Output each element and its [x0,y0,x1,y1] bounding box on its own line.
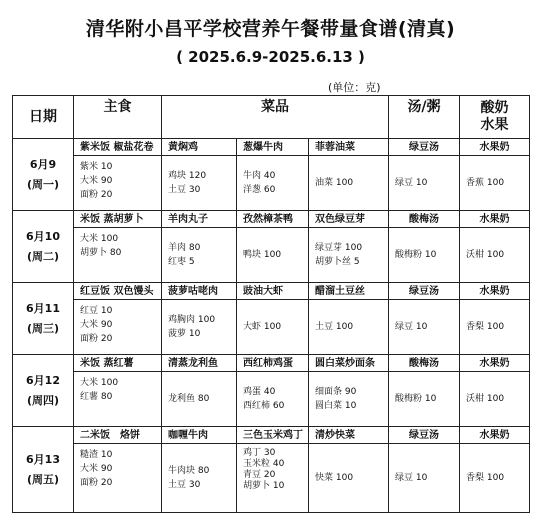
ingredient-item: 快菜 100 [315,473,354,483]
ingredient-item: 香蕉 100 [466,178,505,188]
ingredient-list [237,300,309,355]
unit-note: (单位：克) [328,81,381,94]
day-weekday: (周四) [26,393,60,407]
ingredient-list [74,228,162,283]
dish-name: 水果奶 [460,427,529,444]
dish-name: 醋溜土豆丝 [309,283,389,300]
ingredient-item: 胡萝卜丝 5 [315,257,360,267]
dish-name: 双色绿豆芽 [309,211,389,228]
ingredient-item: 牛肉块 80 [168,466,210,476]
ingredient-list [237,228,309,283]
ingredient-item: 大米 90 [80,464,113,474]
day-date: 6月12 [26,373,60,387]
ingredient-item: 羊肉 80 [168,243,201,253]
ingredient-item: 绿豆 10 [395,178,428,188]
ingredient-list [309,444,389,512]
ingredient-item: 圆白菜 10 [315,401,357,411]
day-weekday: (周一) [26,177,60,191]
dish-name: 水果奶 [460,139,529,156]
dish-name: 酸梅汤 [389,355,460,372]
day-weekday: (周三) [26,321,60,335]
ingredient-item: 大米 90 [80,176,113,186]
ingredient-item: 菠萝 10 [168,329,201,339]
ingredient-item: 鸡块 120 [168,171,207,181]
header-date: 日期 [13,96,74,139]
ingredient-item: 面粉 20 [80,478,113,488]
dish-name: 豉油大虾 [237,283,309,300]
day-date: 6月10 [26,229,60,243]
ingredient-item: 绿豆芽 100 [315,243,363,253]
ingredient-list [74,444,162,512]
dish-name: 葱爆牛肉 [237,139,309,156]
ingredient-list [389,300,460,355]
ingredient-list [460,444,529,512]
ingredient-item: 牛肉 40 [243,171,276,181]
ingredient-item: 胡萝卜 10 [243,481,285,491]
ingredient-list [460,300,529,355]
ingredient-list [309,228,389,283]
menu-table [12,95,530,513]
date-range: ( 2025.6.9-2025.6.13 ) [176,48,365,66]
ingredient-list [389,444,460,512]
ingredient-list [389,372,460,427]
ingredient-item: 西红柿 60 [243,401,285,411]
dish-name: 水果奶 [460,283,529,300]
ingredient-list [237,372,309,427]
ingredient-list [74,156,162,211]
ingredient-list [162,300,237,355]
ingredient-item: 糙渣 10 [80,450,113,460]
ingredient-item: 大虾 100 [243,322,282,332]
ingredient-item: 土豆 100 [315,322,354,332]
ingredient-item: 洋葱 60 [243,185,276,195]
ingredient-list [389,156,460,211]
day-cell [13,211,74,283]
dish-name: 红豆饭 双色馒头 [74,283,162,300]
ingredient-list [162,156,237,211]
ingredient-list [237,156,309,211]
header-dishes: 菜品 [162,96,389,139]
header-yogurt-fruit [460,96,529,139]
ingredient-list [460,156,529,211]
day-date: 6月11 [26,301,60,315]
ingredient-item: 油菜 100 [315,178,354,188]
ingredient-item: 细面条 90 [315,387,357,397]
dish-name: 咖喱牛肉 [162,427,237,444]
dish-name: 圆白菜炒面条 [309,355,389,372]
day-cell [13,355,74,427]
ingredient-item: 鸡胸肉 100 [168,315,216,325]
ingredient-item: 大米 100 [80,234,119,244]
ingredient-list [460,228,529,283]
ingredient-item: 玉米粒 40 [243,459,285,469]
ingredient-item: 胡萝卜 80 [80,248,122,258]
ingredient-item: 青豆 20 [243,470,276,480]
ingredient-item: 红薯 80 [80,392,113,402]
header-yogurt: 酸奶 [480,100,509,116]
day-weekday: (周二) [26,249,60,263]
ingredient-item: 面粉 20 [80,334,113,344]
ingredient-item: 沃柑 100 [466,394,505,404]
ingredient-item: 面粉 20 [80,190,113,200]
dish-name: 孜然樟茶鸭 [237,211,309,228]
ingredient-item: 鸡蛋 40 [243,387,276,397]
dish-name: 绿豆汤 [389,139,460,156]
day-cell [13,139,74,211]
ingredient-list [74,300,162,355]
dish-name: 菲蓉油菜 [309,139,389,156]
ingredient-list [162,228,237,283]
dish-name: 三色玉米鸡丁 [237,427,309,444]
dish-name: 水果奶 [460,211,529,228]
day-weekday: (周五) [26,472,60,486]
header-soup: 汤/粥 [389,96,460,139]
ingredient-list [460,372,529,427]
dish-name: 羊肉丸子 [162,211,237,228]
ingredient-list [162,444,237,512]
ingredient-item: 绿豆 10 [395,322,428,332]
dish-name: 清蒸龙利鱼 [162,355,237,372]
ingredient-item: 绿豆 10 [395,473,428,483]
dish-name: 米饭 蒸胡萝卜 [74,211,162,228]
ingredient-list [309,372,389,427]
ingredient-item: 龙利鱼 80 [168,394,210,404]
ingredient-item: 香梨 100 [466,473,505,483]
ingredient-item: 酸梅粉 10 [395,250,437,260]
ingredient-list [237,444,309,512]
header-staple: 主食 [74,96,162,139]
dish-name: 清炒快菜 [309,427,389,444]
dish-name: 酸梅汤 [389,211,460,228]
ingredient-item: 土豆 30 [168,480,201,490]
ingredient-item: 沃柑 100 [466,250,505,260]
ingredient-item: 红豆 10 [80,306,113,316]
header-fruit: 水果 [480,117,509,133]
dish-name: 紫米饭 椒盐花卷 [74,139,162,156]
day-date: 6月13 [26,452,60,466]
ingredient-list [389,228,460,283]
ingredient-item: 酸梅粉 10 [395,394,437,404]
ingredient-list [309,300,389,355]
ingredient-item: 土豆 30 [168,185,201,195]
dish-name: 米饭 蒸红薯 [74,355,162,372]
dish-name: 黄焖鸡 [162,139,237,156]
dish-name: 二米饭 烙饼 [74,427,162,444]
ingredient-item: 香梨 100 [466,322,505,332]
dish-name: 绿豆汤 [389,283,460,300]
ingredient-list [309,156,389,211]
day-cell [13,283,74,355]
ingredient-item: 大米 90 [80,320,113,330]
day-date: 6月9 [29,157,57,171]
dish-name: 水果奶 [460,355,529,372]
ingredient-list [162,372,237,427]
menu-title: 清华附小昌平学校营养午餐带量食谱(清真) [85,18,456,40]
ingredient-item: 大米 100 [80,378,119,388]
ingredient-item: 红枣 5 [168,257,195,267]
ingredient-item: 鸡丁 30 [243,448,276,458]
ingredient-item: 紫米 10 [80,162,113,172]
day-cell [13,427,74,512]
ingredient-list [74,372,162,427]
dish-name: 绿豆汤 [389,427,460,444]
ingredient-item: 鸭块 100 [243,250,282,260]
dish-name: 西红柿鸡蛋 [237,355,309,372]
dish-name: 菠萝咕咾肉 [162,283,237,300]
